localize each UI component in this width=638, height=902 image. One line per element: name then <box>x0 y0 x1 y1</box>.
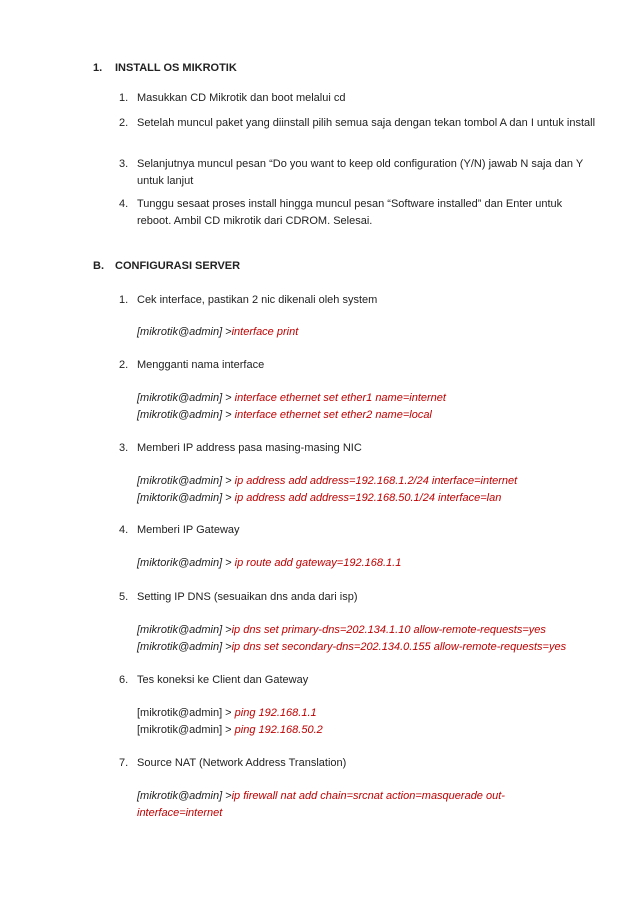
item-number: 2. <box>119 117 129 129</box>
step-text: Cek interface, pastikan 2 nic dikenali oleh system <box>137 294 378 306</box>
command-code: ping 192.168.50.2 <box>234 724 323 736</box>
command-code: interface ethernet set ether1 name=internet <box>234 392 446 404</box>
command-code: ip route add gateway=192.168.1.1 <box>234 557 402 569</box>
step-item <box>119 589 599 606</box>
command-line <box>137 722 323 739</box>
list-item <box>119 90 599 107</box>
command-prompt: [mikrotik@admin] > <box>137 409 235 421</box>
list-item <box>119 115 599 132</box>
step-text: Source NAT (Network Address Translation) <box>137 757 347 769</box>
section-heading-config <box>93 260 240 272</box>
step-item <box>119 292 599 309</box>
command-line <box>137 324 298 341</box>
item-text: Setelah muncul paket yang diinstall pilih semua saja dengan tekan tombol A dan I untuk install <box>137 117 596 129</box>
step-item <box>119 440 599 457</box>
command-line <box>137 390 446 407</box>
step-item <box>119 672 599 689</box>
item-text: Selanjutnya muncul pesan “Do you want to keep old configuration (Y/N) jawab N saja dan Y untuk lanjut <box>137 158 583 187</box>
step-number: 7. <box>119 757 129 769</box>
step-text: Setting IP DNS (sesuaikan dns anda dari isp) <box>137 591 358 603</box>
command-line <box>137 788 505 805</box>
section-heading-install <box>93 62 237 74</box>
step-text: Memberi IP address pasa masing-masing NIC <box>137 442 362 454</box>
command-prompt: [mikrotik@admin] > <box>137 707 235 719</box>
item-text: Tunggu sesaat proses install hingga muncul pesan “Software installed” dan Enter untuk reboot. Ambil CD mikrotik dari CDROM. Selesai. <box>137 198 563 227</box>
section-number: 1. <box>93 62 103 74</box>
command-line <box>137 473 517 490</box>
command-code: ip address add address=192.168.1.2/24 interface=internet <box>234 475 518 487</box>
item-text: Masukkan CD Mikrotik dan boot melalui cd <box>137 92 346 104</box>
command-prompt: [mikrotik@admin] > <box>137 326 232 338</box>
step-item <box>119 357 599 374</box>
step-item <box>119 522 599 539</box>
command-code: ip address add address=192.168.50.1/24 interface=lan <box>234 492 502 504</box>
command-code: ip dns set secondary-dns=202.134.0.155 allow-remote-requests=yes <box>231 641 567 653</box>
command-code: interface=internet <box>137 807 223 819</box>
command-code: ip firewall nat add chain=srcnat action=masquerade out- <box>231 790 505 802</box>
step-number: 6. <box>119 674 129 686</box>
step-number: 1. <box>119 294 129 306</box>
command-line <box>137 622 546 639</box>
item-number: 4. <box>119 198 129 210</box>
item-number: 1. <box>119 92 129 104</box>
section-number: B. <box>93 260 104 272</box>
command-prompt: [mikrotik@admin] > <box>137 641 232 653</box>
section-title: CONFIGURASI SERVER <box>115 260 241 272</box>
command-prompt: [mikrotik@admin] > <box>137 724 235 736</box>
step-text: Mengganti nama interface <box>137 359 265 371</box>
command-prompt: [miktorik@admin] > <box>137 492 235 504</box>
command-code: interface print <box>231 326 299 338</box>
list-item <box>119 196 599 230</box>
command-prompt: [miktorik@admin] > <box>137 557 235 569</box>
command-line <box>137 555 401 572</box>
step-number: 4. <box>119 524 129 536</box>
command-line <box>137 490 501 507</box>
command-line <box>137 805 222 822</box>
command-prompt: [mikrotik@admin] > <box>137 392 235 404</box>
command-code: interface ethernet set ether2 name=local <box>234 409 432 421</box>
command-code: ip dns set primary-dns=202.134.1.10 allow-remote-requests=yes <box>231 624 546 636</box>
step-text: Tes koneksi ke Client dan Gateway <box>137 674 309 686</box>
command-code: ping 192.168.1.1 <box>234 707 317 719</box>
step-number: 3. <box>119 442 129 454</box>
step-text: Memberi IP Gateway <box>137 524 240 536</box>
command-prompt: [mikrotik@admin] > <box>137 624 232 636</box>
command-line <box>137 705 317 722</box>
command-prompt: [mikrotik@admin] > <box>137 475 235 487</box>
item-number: 3. <box>119 158 129 170</box>
section-title: INSTALL OS MIKROTIK <box>115 62 237 74</box>
command-line <box>137 639 566 656</box>
command-line <box>137 407 432 424</box>
step-number: 5. <box>119 591 129 603</box>
list-item <box>119 156 599 190</box>
step-item <box>119 755 599 772</box>
command-prompt: [mikrotik@admin] > <box>137 790 232 802</box>
step-number: 2. <box>119 359 129 371</box>
